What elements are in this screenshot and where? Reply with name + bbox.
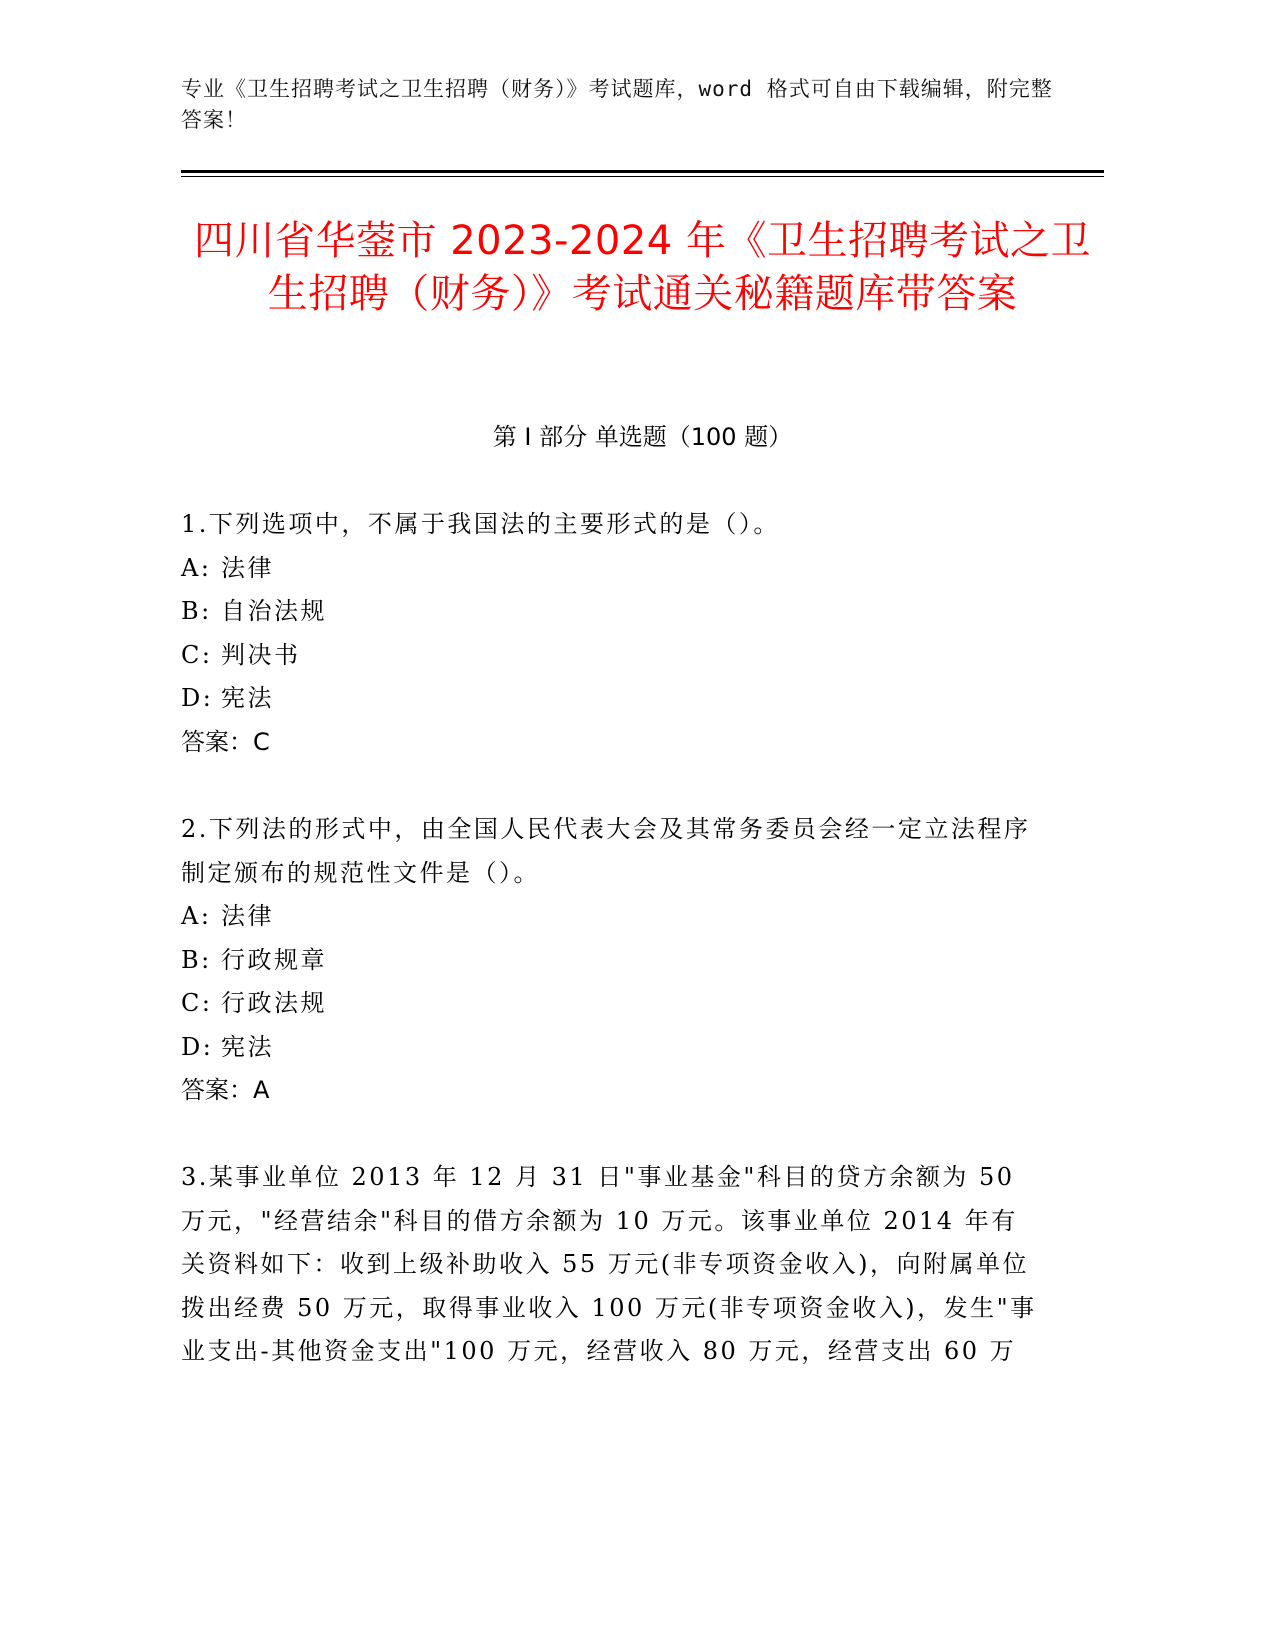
option-a xyxy=(181,547,1041,591)
header-note: 专业《卫生招聘考试之卫生招聘（财务）》考试题库，word 格式可自由下载编辑，附完整答案！ xyxy=(181,77,1053,132)
option-key: B: xyxy=(181,945,212,974)
answer: 答案：A xyxy=(181,1076,270,1104)
option-d xyxy=(181,677,1041,721)
section-heading: 第 I 部分 单选题（100 题） xyxy=(492,423,793,451)
option-key: D: xyxy=(181,1032,214,1061)
option-d xyxy=(181,1026,1041,1070)
option-text: 行政规章 xyxy=(221,945,327,974)
option-b xyxy=(181,590,1041,634)
option-c xyxy=(181,982,1041,1026)
option-a xyxy=(181,895,1041,939)
option-c xyxy=(181,634,1041,678)
header-divider-thin xyxy=(181,176,1104,177)
option-text: 行政法规 xyxy=(221,989,327,1017)
option-text: 宪法 xyxy=(221,1032,274,1061)
option-key: A: xyxy=(181,902,212,930)
option-key: B: xyxy=(181,597,212,625)
option-b xyxy=(181,939,1041,983)
option-text: 自治法规 xyxy=(221,597,327,625)
option-key: A: xyxy=(181,553,212,582)
option-text: 法律 xyxy=(221,553,274,582)
question-1 xyxy=(181,503,1041,764)
question-text: 2.下列法的形式中，由全国人民代表大会及其常务委员会经一定立法程序制定颁布的规范性文件是（）。 xyxy=(181,815,1031,887)
option-key: C: xyxy=(181,989,213,1017)
option-text: 宪法 xyxy=(221,684,274,712)
option-key: D: xyxy=(181,684,214,712)
header-divider xyxy=(181,170,1104,173)
document-title: 四川省华蓥市 2023-2024 年《卫生招聘考试之卫生招聘（财务）》考试通关秘籍题库带答案 xyxy=(194,218,1091,317)
question-2 xyxy=(181,808,1041,1113)
question-text: 1.下列选项中，不属于我国法的主要形式的是（）。 xyxy=(181,510,780,538)
option-text: 判决书 xyxy=(221,640,301,669)
option-key: C: xyxy=(181,640,213,669)
answer: 答案：C xyxy=(181,727,270,756)
question-3 xyxy=(181,1156,1041,1374)
option-text: 法律 xyxy=(221,902,274,930)
question-text: 3.某事业单位 2013 年 12 月 31 日"事业基金"科目的贷方余额为 50 万元，"经营结余"科目的借方余额为 10 万元。该事业单位 2014 年有关资料如下：收到上级补助收入 55 万元(非专项资金收入)，向附属单位拨出经费 50 万元，取得事业收入 100 万元(非专项资金收入)，发生"事业支出-其他资金支出"100 万元，经营收入 80 万元，经营支出 60 万 xyxy=(181,1163,1037,1365)
